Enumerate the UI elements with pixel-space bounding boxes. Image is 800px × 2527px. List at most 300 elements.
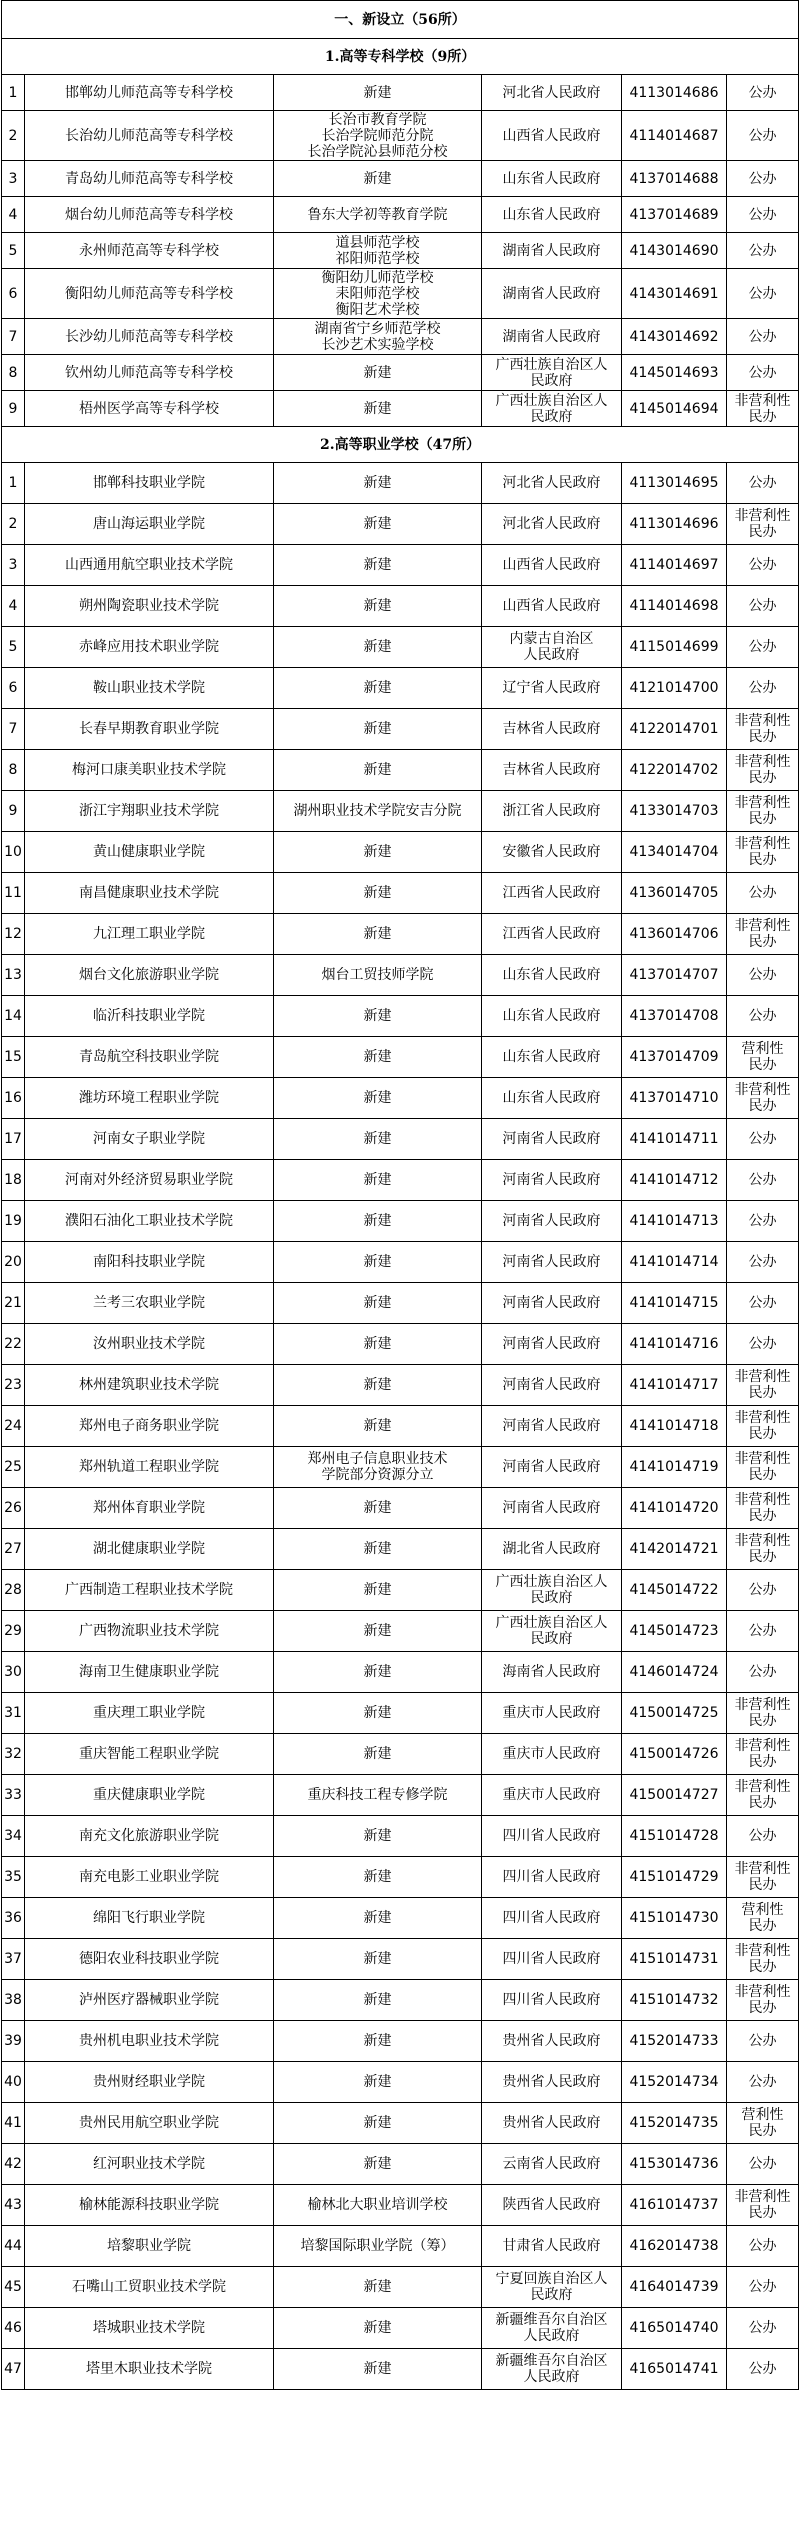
school-type <box>727 1406 799 1447</box>
establish-basis <box>274 111 482 161</box>
row-number: 3 <box>2 545 25 586</box>
governing-authority <box>482 1529 622 1570</box>
school-type-line: 公办 <box>748 2074 777 2090</box>
governing-authority <box>482 2226 622 2267</box>
school-type <box>727 197 799 233</box>
governing-authority-line: 新疆维吾尔自治区 <box>495 2312 608 2328</box>
row-number: 46 <box>2 2308 25 2349</box>
governing-authority-line: 山东省人民政府 <box>502 1008 601 1024</box>
row-number: 28 <box>2 1570 25 1611</box>
school-name: 郑州轨道工程职业学院 <box>25 1447 274 1488</box>
school-type <box>727 2021 799 2062</box>
school-type <box>727 832 799 873</box>
governing-authority <box>482 996 622 1037</box>
establish-basis-line: 新建 <box>363 1090 392 1106</box>
school-type-line: 公办 <box>748 680 777 696</box>
governing-authority-line: 四川省人民政府 <box>502 1951 601 1967</box>
governing-authority-line: 山西省人民政府 <box>502 557 601 573</box>
establish-basis-line: 新建 <box>363 1664 392 1680</box>
establish-basis <box>274 2144 482 2185</box>
establish-basis <box>274 75 482 111</box>
table-row <box>2 111 799 161</box>
table-row <box>2 2185 799 2226</box>
table-row <box>2 2349 799 2390</box>
school-code: 4137014707 <box>622 955 727 996</box>
school-type-line: 非营利性 <box>734 836 791 852</box>
row-number: 17 <box>2 1119 25 1160</box>
school-type <box>727 1037 799 1078</box>
school-code: 4152014733 <box>622 2021 727 2062</box>
establish-basis <box>274 1775 482 1816</box>
row-number: 12 <box>2 914 25 955</box>
school-type-line: 民办 <box>748 1795 777 1811</box>
governing-authority-line: 山东省人民政府 <box>502 967 601 983</box>
row-number: 7 <box>2 709 25 750</box>
governing-authority-line: 广西壮族自治区人 <box>495 1615 608 1631</box>
table-row <box>2 1078 799 1119</box>
school-type-line: 公办 <box>748 84 777 101</box>
governing-authority <box>482 1242 622 1283</box>
governing-authority-line: 浙江省人民政府 <box>502 803 601 819</box>
establish-basis-line: 新建 <box>363 1746 392 1762</box>
school-code: 4161014737 <box>622 2185 727 2226</box>
school-code: 4122014702 <box>622 750 727 791</box>
table-row <box>2 1898 799 1939</box>
establish-basis-line: 新建 <box>363 84 392 101</box>
row-number: 5 <box>2 233 25 269</box>
school-code: 4137014688 <box>622 161 727 197</box>
establish-basis <box>274 1406 482 1447</box>
row-number: 20 <box>2 1242 25 1283</box>
row-number: 19 <box>2 1201 25 1242</box>
school-type-line: 公办 <box>748 1336 777 1352</box>
governing-authority-line: 湖南省人民政府 <box>502 242 601 259</box>
establish-basis <box>274 2226 482 2267</box>
governing-authority <box>482 545 622 586</box>
governing-authority-line: 四川省人民政府 <box>502 1828 601 1844</box>
establish-basis <box>274 1119 482 1160</box>
school-name: 河南女子职业学院 <box>25 1119 274 1160</box>
governing-authority-line: 陕西省人民政府 <box>502 2197 601 2213</box>
table-row <box>2 791 799 832</box>
school-table <box>1 0 799 2390</box>
school-name: 长治幼儿师范高等专科学校 <box>25 111 274 161</box>
row-number: 45 <box>2 2267 25 2308</box>
row-number: 15 <box>2 1037 25 1078</box>
row-number: 38 <box>2 1980 25 2021</box>
school-type <box>727 1365 799 1406</box>
school-name: 南充电影工业职业学院 <box>25 1857 274 1898</box>
table-row <box>2 269 799 319</box>
school-name: 永州师范高等专科学校 <box>25 233 274 269</box>
table-row <box>2 1324 799 1365</box>
table-row <box>2 545 799 586</box>
school-type-line: 民办 <box>748 1467 777 1483</box>
governing-authority <box>482 269 622 319</box>
row-number: 26 <box>2 1488 25 1529</box>
school-type-line: 民办 <box>748 2205 777 2221</box>
school-name: 林州建筑职业技术学院 <box>25 1365 274 1406</box>
governing-authority-line: 重庆市人民政府 <box>502 1705 601 1721</box>
school-type-line: 营利性 <box>741 1902 784 1918</box>
establish-basis <box>274 355 482 391</box>
school-name: 钦州幼儿师范高等专科学校 <box>25 355 274 391</box>
establish-basis <box>274 161 482 197</box>
establish-basis-line: 新建 <box>363 1541 392 1557</box>
school-type-line: 公办 <box>748 206 777 223</box>
school-type <box>727 1242 799 1283</box>
school-code: 4151014728 <box>622 1816 727 1857</box>
table-row <box>2 75 799 111</box>
school-type-line: 公办 <box>748 2279 777 2295</box>
governing-authority <box>482 319 622 355</box>
school-name: 九江理工职业学院 <box>25 914 274 955</box>
governing-authority <box>482 233 622 269</box>
table-row <box>2 197 799 233</box>
governing-authority <box>482 914 622 955</box>
establish-basis-line: 新建 <box>363 1008 392 1024</box>
governing-authority-line: 新疆维吾尔自治区 <box>495 2353 608 2369</box>
table-row <box>2 463 799 504</box>
establish-basis-line: 新建 <box>363 1131 392 1147</box>
governing-authority <box>482 1406 622 1447</box>
school-code: 4151014732 <box>622 1980 727 2021</box>
school-name: 贵州财经职业学院 <box>25 2062 274 2103</box>
establish-basis-line: 长治市教育学院 <box>328 111 427 128</box>
school-code: 4141014717 <box>622 1365 727 1406</box>
governing-authority-line: 河南省人民政府 <box>502 1172 601 1188</box>
table-row <box>2 1283 799 1324</box>
establish-basis-line: 新建 <box>363 1254 392 1270</box>
table-row <box>2 1775 799 1816</box>
school-code: 4141014712 <box>622 1160 727 1201</box>
row-number: 2 <box>2 504 25 545</box>
school-type <box>727 2267 799 2308</box>
establish-basis-line: 新建 <box>363 1213 392 1229</box>
establish-basis-line: 祁阳师范学校 <box>335 250 420 267</box>
table-row <box>2 627 799 668</box>
table-row <box>2 1242 799 1283</box>
row-number: 37 <box>2 1939 25 1980</box>
school-type <box>727 75 799 111</box>
governing-authority-line: 民政府 <box>530 408 573 425</box>
school-code: 4122014701 <box>622 709 727 750</box>
table-row <box>2 1119 799 1160</box>
school-type-line: 公办 <box>748 1623 777 1639</box>
school-name: 绵阳飞行职业学院 <box>25 1898 274 1939</box>
establish-basis-line: 衡阳艺术学校 <box>335 301 420 318</box>
establish-basis <box>274 1816 482 1857</box>
school-name: 重庆健康职业学院 <box>25 1775 274 1816</box>
school-type-line: 公办 <box>748 364 777 381</box>
row-number: 31 <box>2 1693 25 1734</box>
establish-basis-line: 新建 <box>363 475 392 491</box>
school-code: 4137014709 <box>622 1037 727 1078</box>
row-number: 7 <box>2 319 25 355</box>
school-type-line: 民办 <box>748 811 777 827</box>
governing-authority <box>482 2103 622 2144</box>
row-number: 21 <box>2 1283 25 1324</box>
school-name: 南昌健康职业技术学院 <box>25 873 274 914</box>
school-type <box>727 1939 799 1980</box>
governing-authority-line: 内蒙古自治区 <box>509 631 594 647</box>
school-name: 南充文化旅游职业学院 <box>25 1816 274 1857</box>
table-row <box>2 586 799 627</box>
establish-basis <box>274 1037 482 1078</box>
school-code: 4165014740 <box>622 2308 727 2349</box>
school-name: 兰考三农职业学院 <box>25 1283 274 1324</box>
school-type <box>727 1488 799 1529</box>
establish-basis <box>274 2103 482 2144</box>
school-code: 4141014719 <box>622 1447 727 1488</box>
school-name: 梧州医学高等专科学校 <box>25 391 274 427</box>
row-number: 6 <box>2 269 25 319</box>
governing-authority <box>482 1939 622 1980</box>
establish-basis <box>274 1529 482 1570</box>
row-number: 4 <box>2 197 25 233</box>
governing-authority-line: 四川省人民政府 <box>502 1910 601 1926</box>
school-type-line: 非营利性 <box>734 1697 791 1713</box>
school-name: 郑州电子商务职业学院 <box>25 1406 274 1447</box>
school-type-line: 非营利性 <box>734 1369 791 1385</box>
school-name: 贵州民用航空职业学院 <box>25 2103 274 2144</box>
governing-authority-line: 广西壮族自治区人 <box>495 1574 608 1590</box>
school-code: 4150014727 <box>622 1775 727 1816</box>
governing-authority-line: 云南省人民政府 <box>502 2156 601 2172</box>
table-row <box>2 2021 799 2062</box>
school-name: 广西物流职业技术学院 <box>25 1611 274 1652</box>
school-type <box>727 1980 799 2021</box>
school-name: 青岛幼儿师范高等专科学校 <box>25 161 274 197</box>
governing-authority-line: 河北省人民政府 <box>502 516 601 532</box>
row-number: 1 <box>2 463 25 504</box>
school-type-line: 公办 <box>748 598 777 614</box>
table-row <box>2 709 799 750</box>
school-type-line: 非营利性 <box>734 1533 791 1549</box>
establish-basis-line: 新建 <box>363 2320 392 2336</box>
table-row <box>2 1529 799 1570</box>
school-name: 海南卫生健康职业学院 <box>25 1652 274 1693</box>
school-type <box>727 1119 799 1160</box>
school-type-line: 公办 <box>748 1254 777 1270</box>
school-code: 4150014725 <box>622 1693 727 1734</box>
establish-basis <box>274 750 482 791</box>
governing-authority-line: 贵州省人民政府 <box>502 2074 601 2090</box>
governing-authority <box>482 791 622 832</box>
governing-authority-line: 人民政府 <box>523 2369 580 2385</box>
establish-basis-line: 新建 <box>363 598 392 614</box>
row-number: 9 <box>2 791 25 832</box>
table-row <box>2 1406 799 1447</box>
school-code: 4145014693 <box>622 355 727 391</box>
school-type-line: 民办 <box>748 1549 777 1565</box>
school-type-line: 民办 <box>748 1918 777 1934</box>
governing-authority-line: 河南省人民政府 <box>502 1213 601 1229</box>
school-type <box>727 1447 799 1488</box>
school-name: 重庆理工职业学院 <box>25 1693 274 1734</box>
school-type <box>727 1734 799 1775</box>
school-type-line: 民办 <box>748 1098 777 1114</box>
table-row <box>2 955 799 996</box>
establish-basis-line: 道县师范学校 <box>335 234 420 251</box>
school-type <box>727 161 799 197</box>
school-type-line: 公办 <box>748 127 777 144</box>
establish-basis <box>274 586 482 627</box>
school-type-line: 非营利性 <box>734 1451 791 1467</box>
table-row <box>2 2226 799 2267</box>
school-name: 汝州职业技术学院 <box>25 1324 274 1365</box>
school-name: 青岛航空科技职业学院 <box>25 1037 274 1078</box>
table-row <box>2 391 799 427</box>
school-type-line: 非营利性 <box>734 1779 791 1795</box>
school-code: 4113014696 <box>622 504 727 545</box>
governing-authority <box>482 1898 622 1939</box>
table-row <box>2 504 799 545</box>
establish-basis <box>274 1160 482 1201</box>
establish-basis-line: 新建 <box>363 926 392 942</box>
school-code: 4143014692 <box>622 319 727 355</box>
school-code: 4141014711 <box>622 1119 727 1160</box>
school-type-line: 公办 <box>748 170 777 187</box>
row-number: 30 <box>2 1652 25 1693</box>
school-type <box>727 1324 799 1365</box>
establish-basis-line: 新建 <box>363 1582 392 1598</box>
governing-authority <box>482 1570 622 1611</box>
governing-authority-line: 广西壮族自治区人 <box>495 392 608 409</box>
school-type-line: 民办 <box>748 524 777 540</box>
governing-authority-line: 四川省人民政府 <box>502 1992 601 2008</box>
school-type <box>727 1898 799 1939</box>
table-row <box>2 1201 799 1242</box>
school-name: 山西通用航空职业技术学院 <box>25 545 274 586</box>
establish-basis-line: 新建 <box>363 170 392 187</box>
school-type <box>727 233 799 269</box>
establish-basis <box>274 545 482 586</box>
school-type-line: 非营利性 <box>734 1861 791 1877</box>
school-type <box>727 1160 799 1201</box>
table-row <box>2 1652 799 1693</box>
school-type-line: 公办 <box>748 639 777 655</box>
school-name: 朔州陶瓷职业技术学院 <box>25 586 274 627</box>
school-type-line: 民办 <box>748 1508 777 1524</box>
school-type <box>727 391 799 427</box>
table-row <box>2 319 799 355</box>
row-number: 6 <box>2 668 25 709</box>
table-row <box>2 1693 799 1734</box>
row-number: 25 <box>2 1447 25 1488</box>
governing-authority-line: 宁夏回族自治区人 <box>495 2271 608 2287</box>
table-row <box>2 914 799 955</box>
establish-basis-line: 长沙艺术实验学校 <box>321 336 434 353</box>
row-number: 4 <box>2 586 25 627</box>
establish-basis <box>274 391 482 427</box>
governing-authority <box>482 1160 622 1201</box>
row-number: 23 <box>2 1365 25 1406</box>
school-type-line: 非营利性 <box>734 918 791 934</box>
school-code: 4146014724 <box>622 1652 727 1693</box>
school-name: 临沂科技职业学院 <box>25 996 274 1037</box>
establish-basis <box>274 791 482 832</box>
school-type-line: 公办 <box>748 475 777 491</box>
establish-basis <box>274 1201 482 1242</box>
establish-basis-line: 新建 <box>363 1377 392 1393</box>
establish-basis <box>274 2267 482 2308</box>
school-type-line: 民办 <box>748 934 777 950</box>
governing-authority <box>482 355 622 391</box>
school-type-line: 公办 <box>748 328 777 345</box>
row-number: 47 <box>2 2349 25 2390</box>
table-row <box>2 2103 799 2144</box>
school-code: 4165014741 <box>622 2349 727 2390</box>
governing-authority <box>482 1324 622 1365</box>
school-type <box>727 627 799 668</box>
row-number: 3 <box>2 161 25 197</box>
school-code: 4141014713 <box>622 1201 727 1242</box>
school-type <box>727 668 799 709</box>
establish-basis <box>274 2308 482 2349</box>
school-type-line: 营利性 <box>741 1041 784 1057</box>
establish-basis <box>274 955 482 996</box>
table-row <box>2 2308 799 2349</box>
establish-basis <box>274 1324 482 1365</box>
document <box>1 0 798 2390</box>
governing-authority-line: 湖南省人民政府 <box>502 328 601 345</box>
school-code: 4151014730 <box>622 1898 727 1939</box>
governing-authority-line: 湖北省人民政府 <box>502 1541 601 1557</box>
establish-basis-line: 新建 <box>363 1295 392 1311</box>
school-code: 4152014735 <box>622 2103 727 2144</box>
school-name: 赤峰应用技术职业学院 <box>25 627 274 668</box>
establish-basis-line: 新建 <box>363 844 392 860</box>
row-number: 16 <box>2 1078 25 1119</box>
table-row <box>2 996 799 1037</box>
row-number: 43 <box>2 2185 25 2226</box>
governing-authority <box>482 1119 622 1160</box>
table-row <box>2 1160 799 1201</box>
governing-authority <box>482 463 622 504</box>
row-number: 5 <box>2 627 25 668</box>
table-row <box>2 2062 799 2103</box>
school-code: 4133014703 <box>622 791 727 832</box>
table-row <box>2 668 799 709</box>
school-code: 4141014718 <box>622 1406 727 1447</box>
governing-authority <box>482 1857 622 1898</box>
governing-authority <box>482 2144 622 2185</box>
governing-authority-line: 四川省人民政府 <box>502 1869 601 1885</box>
establish-basis-line: 培黎国际职业学院（筹） <box>300 2238 455 2254</box>
school-name: 烟台文化旅游职业学院 <box>25 955 274 996</box>
school-type-line: 民办 <box>748 1057 777 1073</box>
governing-authority <box>482 2185 622 2226</box>
school-type-line: 非营利性 <box>734 2189 791 2205</box>
school-type-line: 公办 <box>748 557 777 573</box>
establish-basis-line: 烟台工贸技师学院 <box>321 967 434 983</box>
table-row <box>2 1734 799 1775</box>
establish-basis <box>274 1693 482 1734</box>
governing-authority-line: 民政府 <box>530 1590 573 1606</box>
school-type-line: 民办 <box>748 1877 777 1893</box>
school-type <box>727 709 799 750</box>
school-name: 泸州医疗器械职业学院 <box>25 1980 274 2021</box>
establish-basis <box>274 2185 482 2226</box>
establish-basis-line: 新建 <box>363 2279 392 2295</box>
establish-basis-line: 耒阳师范学校 <box>335 285 420 302</box>
governing-authority <box>482 161 622 197</box>
table-row <box>2 2267 799 2308</box>
school-type-line: 公办 <box>748 885 777 901</box>
governing-authority-line: 广西壮族自治区人 <box>495 356 608 373</box>
school-code: 4113014695 <box>622 463 727 504</box>
